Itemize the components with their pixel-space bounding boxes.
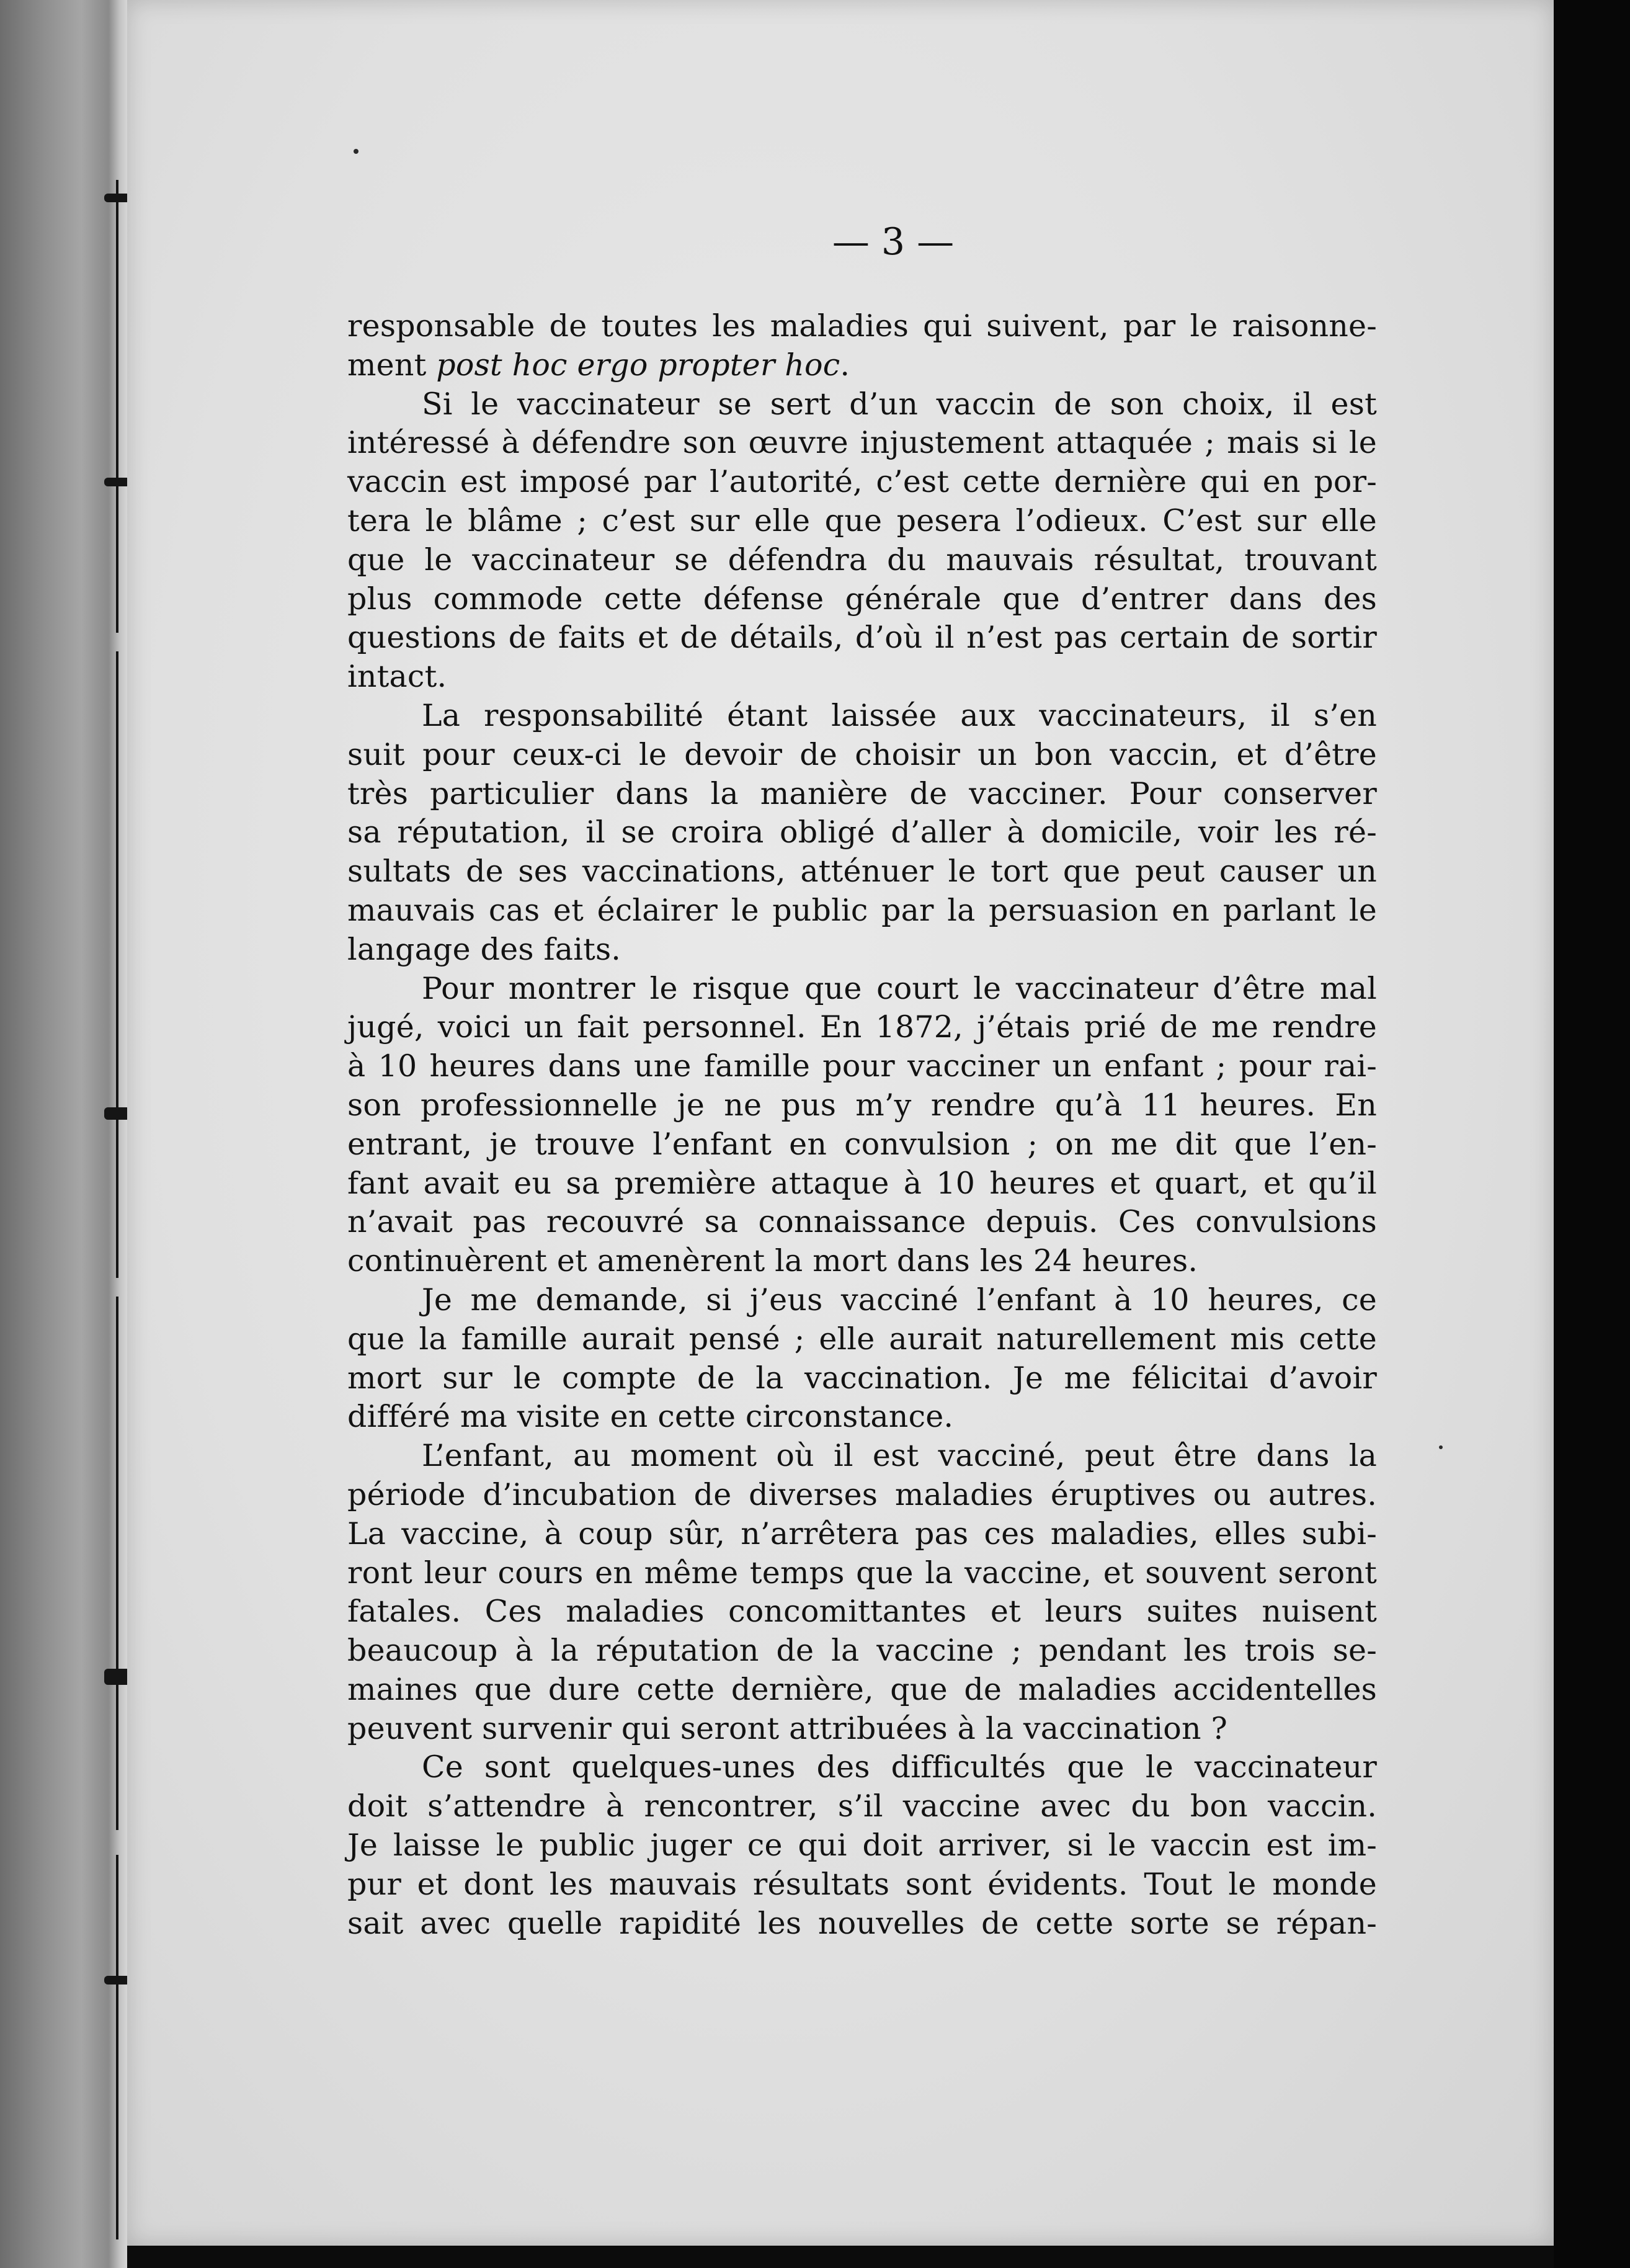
binding-thread — [114, 155, 120, 2239]
ink-speck — [354, 149, 359, 154]
text-line: La vaccine, à coup sûr, n’arrêtera pas ces maladies, elles subi- — [347, 1516, 1377, 1551]
text-line: Si le vaccinateur se sert d’un vaccin de son choix, il est — [422, 386, 1377, 422]
text-line: ront leur cours en même temps que la vaccine, et souvent seront — [347, 1555, 1377, 1591]
text-line: que le vaccinateur se défendra du mauvais résultat, trouvant — [347, 542, 1377, 578]
text-line: à 10 heures dans une famille pour vacciner un enfant ; pour rai- — [347, 1048, 1377, 1084]
text-line: fatales. Ces maladies concomittantes et leurs suites nuisent — [347, 1594, 1377, 1630]
text-line: questions de faits et de détails, d’où il n’est pas certain de sortir — [347, 620, 1377, 656]
paragraph — [347, 385, 1377, 697]
text-line: tera le blâme ; c’est sur elle que pesera l’odieux. C’est sur elle — [347, 502, 1377, 538]
text-line: vaccin est imposé par l’autorité, c’est cette dernière qui en por- — [347, 464, 1377, 500]
text-line: pur et dont les mauvais résultats sont évidents. Tout le monde — [347, 1866, 1377, 1902]
thread-segment — [116, 1297, 118, 1830]
text-line: sa réputation, il se croira obligé d’aller à domicile, voir les ré- — [347, 815, 1377, 850]
text-line: plus commode cette défense générale que d’entrer dans des — [347, 581, 1377, 617]
text-line: différé ma visite en cette circonstance. — [347, 1399, 954, 1435]
text-line: peuvent survenir qui seront attribuées à la vaccination ? — [347, 1710, 1228, 1746]
stitch-knot — [104, 1976, 130, 1984]
stitch-knot — [104, 1669, 130, 1685]
paragraph — [347, 1281, 1377, 1437]
text-line: intéressé à défendre son œuvre injustement attaquée ; mais si le — [347, 425, 1377, 461]
scan-border — [1554, 0, 1630, 2268]
paragraph — [347, 307, 1377, 385]
text-line: jugé, voici un fait personnel. En 1872, j’étais prié de me rendre — [347, 1009, 1377, 1045]
stitch-knot — [104, 478, 130, 486]
paragraph — [347, 970, 1377, 1281]
facing-page-edge — [0, 0, 109, 2268]
ink-speck — [1439, 1445, 1443, 1449]
stitch-knot — [104, 1107, 130, 1120]
text-fragment: ment — [347, 347, 437, 383]
text-line: beaucoup à la réputation de la vaccine ; pendant les trois se- — [347, 1633, 1377, 1669]
text-fragment: . — [840, 347, 850, 383]
text-line: continuèrent et amenèrent la mort dans les 24 heures. — [347, 1243, 1198, 1279]
text-line: que la famille aurait pensé ; elle aurait naturellement mis cette — [347, 1321, 1377, 1357]
text-line: mauvais cas et éclairer le public par la persuasion en parlant le — [347, 892, 1377, 928]
paragraph — [347, 1748, 1377, 1943]
text-line: La responsabilité étant laissée aux vaccinateurs, il s’en — [422, 697, 1377, 733]
page-number: — 3 — — [832, 220, 955, 264]
text-line: entrant, je trouve l’enfant en convulsion ; on me dit que l’en- — [347, 1126, 1377, 1162]
text-line: L’enfant, au moment où il est vacciné, peut être dans la — [422, 1438, 1377, 1474]
text-line: mort sur le compte de la vaccination. Je me félicitai d’avoir — [347, 1360, 1377, 1396]
text-line: très particulier dans la manière de vacciner. Pour conserver — [347, 775, 1377, 811]
text-line: sultats de ses vaccinations, atténuer le tort que peut causer un — [347, 854, 1377, 890]
paragraph — [347, 1437, 1377, 1748]
text-line: langage des faits. — [347, 931, 621, 967]
text-line: n’avait pas recouvré sa connaissance depuis. Ces convulsions — [347, 1204, 1377, 1240]
text-line: suit pour ceux-ci le devoir de choisir un bon vaccin, et d’être — [347, 736, 1377, 772]
body-text — [347, 307, 1377, 1943]
text-line: Je me demande, si j’eus vacciné l’enfant à 10 heures, ce — [422, 1282, 1377, 1318]
text-line: intact. — [347, 659, 447, 695]
text-line: Ce sont quelques-unes des difficultés que le vaccinateur — [422, 1749, 1377, 1785]
text-line: Je laisse le public juger ce qui doit arriver, si le vaccin est im- — [347, 1828, 1377, 1864]
paragraph — [347, 697, 1377, 970]
text-line: son professionnelle je ne pus m’y rendre qu’à 11 heures. En — [347, 1087, 1377, 1123]
thread-segment — [116, 1855, 118, 2239]
thread-segment — [116, 651, 118, 1278]
text-line: responsable de toutes les maladies qui suivent, par le raisonne- — [347, 308, 1377, 344]
text-line: maines que dure cette dernière, que de maladies accidentelles — [347, 1671, 1377, 1707]
stitch-knot — [104, 194, 130, 202]
text-line: période d’incubation de diverses maladies éruptives ou autres. — [347, 1476, 1377, 1512]
text-line: doit s’attendre à rencontrer, s’il vaccine avec du bon vaccin. — [347, 1788, 1377, 1824]
latin-phrase: post hoc ergo propter hoc — [436, 347, 840, 383]
text-line: fant avait eu sa première attaque à 10 heures et quart, et qu’il — [347, 1165, 1377, 1201]
thread-segment — [116, 180, 118, 633]
text-line: sait avec quelle rapidité les nouvelles de cette sorte se répan- — [347, 1905, 1377, 1941]
text-line: Pour montrer le risque que court le vaccinateur d’être mal — [422, 970, 1377, 1006]
text-line — [347, 346, 1377, 385]
